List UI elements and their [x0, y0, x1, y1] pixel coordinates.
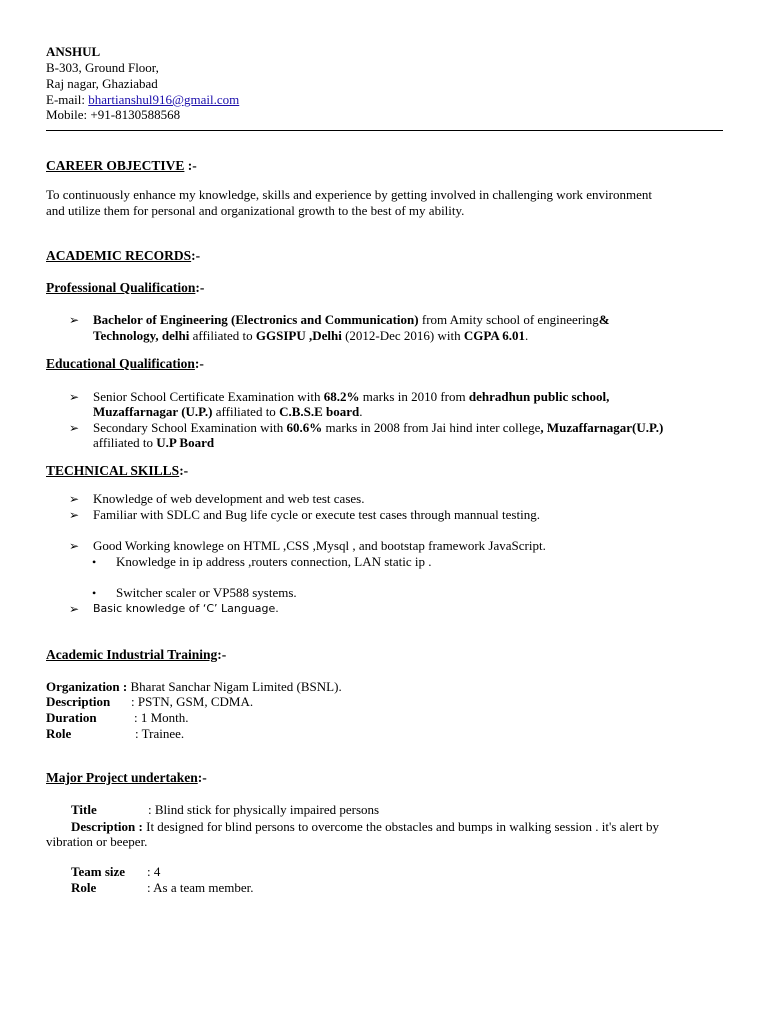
arrow-bullet-icon: ➢	[69, 539, 80, 553]
edu1-text-4: .	[359, 404, 363, 419]
professional-qualification-suffix: :-	[195, 280, 205, 295]
candidate-name: ANSHUL	[46, 44, 101, 59]
academic-records-suffix: :-	[191, 248, 201, 263]
project-description-line-2: vibration or beeper.	[46, 834, 148, 849]
skill-item: Good Working knowlege on HTML ,CSS ,Mysql , and bootstap framework JavaScript.	[93, 538, 546, 553]
degree-cgpa: CGPA 6.01	[463, 328, 526, 343]
edu1-text-1: Senior School Certificate Examination with	[93, 389, 324, 404]
edu2-board: U.P Board	[156, 435, 215, 450]
project-team-size-value: : 4	[147, 864, 161, 879]
project-title: Major Project undertaken	[46, 770, 198, 785]
professional-qualification-heading	[46, 280, 204, 296]
training-org-value: Bharat Sanchar Nigam Limited (BSNL).	[127, 679, 342, 694]
project-suffix: :-	[197, 770, 207, 785]
degree-university: GGSIPU ,Delhi	[255, 328, 342, 343]
technical-skills-heading	[46, 463, 188, 479]
career-objective-title: CAREER OBJECTIVE	[46, 158, 185, 173]
education-item-2-line-1	[93, 420, 663, 436]
training-organization-row	[46, 679, 342, 695]
skill-item: Basic knowledge of ‘C’ Language.	[93, 602, 279, 615]
email-label: E-mail:	[46, 92, 85, 107]
career-objective-line-1: To continuously enhance my knowledge, skills and experience by getting involved in challenging work environment	[46, 187, 652, 202]
arrow-bullet-icon: ➢	[69, 492, 80, 506]
training-description-value: : PSTN, GSM, CDMA.	[131, 694, 254, 709]
edu1-city: Muzaffarnagar (U.P.)	[93, 404, 213, 419]
edu1-board: C.B.S.E board	[279, 404, 360, 419]
edu2-city: , Muzaffarnagar(U.P.)	[540, 420, 664, 435]
skill-item: Knowledge of web development and web test cases.	[93, 491, 365, 506]
address-line-2: Raj nagar, Ghaziabad	[46, 76, 158, 91]
project-desc-value: It designed for blind persons to overcome the obstacles and bumps in walking session . it's alert by	[142, 819, 659, 834]
training-duration-value: : 1 Month.	[134, 710, 189, 725]
project-heading	[46, 770, 207, 786]
degree-period: (2012-Dec 2016) with	[341, 328, 464, 343]
career-objective-line-2: and utilize them for personal and organizational growth to the best of my ability.	[46, 203, 465, 218]
career-objective-suffix: :-	[184, 158, 197, 173]
address-line-1: B-303, Ground Floor,	[46, 60, 159, 75]
training-title: Academic Industrial Training	[46, 647, 218, 662]
degree-period-end: .	[525, 328, 529, 343]
career-objective-heading	[46, 158, 197, 174]
education-item-1-line-1	[93, 389, 609, 405]
project-role-label: Role	[71, 880, 97, 895]
email-link[interactable]: bhartianshul916@gmail.com	[88, 92, 240, 107]
project-title-value: : Blind stick for physically impaired persons	[148, 802, 380, 817]
arrow-bullet-icon: ➢	[69, 313, 80, 327]
degree-affiliated: affiliated to	[189, 328, 256, 343]
degree-name: Bachelor of Engineering (Electronics and Communication)	[93, 312, 419, 327]
degree-ampersand: &	[598, 312, 610, 327]
edu1-text-2: marks in 2010 from	[359, 389, 469, 404]
header-divider	[46, 130, 723, 131]
skill-subitem: Knowledge in ip address ,routers connection, LAN static ip .	[116, 554, 432, 569]
project-title-label: Title	[71, 802, 97, 817]
technical-skills-title: TECHNICAL SKILLS	[46, 463, 180, 478]
educational-qualification-title: Educational Qualification	[46, 356, 195, 371]
degree-college-cont: Technology, delhi	[93, 328, 190, 343]
professional-item-line-2	[93, 328, 528, 344]
email-row	[46, 92, 239, 108]
education-item-1-line-2	[93, 404, 363, 420]
professional-qualification-title: Professional Qualification	[46, 280, 196, 295]
education-item-2-line-2	[93, 435, 214, 451]
edu2-marks: 60.6%	[286, 420, 323, 435]
academic-records-heading	[46, 248, 200, 264]
project-desc-label: Description :	[71, 819, 143, 834]
mobile-line: Mobile: +91-8130588568	[46, 107, 181, 122]
professional-item-line-1	[93, 312, 610, 328]
educational-qualification-heading	[46, 356, 204, 372]
project-team-size-label: Team size	[71, 864, 126, 879]
project-role-value: : As a team member.	[147, 880, 254, 895]
academic-records-title: ACADEMIC RECORDS	[46, 248, 192, 263]
degree-college: from Amity school of engineering	[418, 312, 599, 327]
educational-qualification-suffix: :-	[194, 356, 204, 371]
training-description-label: Description	[46, 694, 111, 709]
edu2-text-3: affiliated to	[93, 435, 157, 450]
training-role-value: : Trainee.	[135, 726, 185, 741]
training-heading	[46, 647, 226, 663]
arrow-bullet-icon: ➢	[69, 390, 80, 404]
project-description-row	[71, 819, 659, 835]
training-duration-label: Duration	[46, 710, 97, 725]
arrow-bullet-icon: ➢	[69, 602, 80, 616]
edu1-text-3: affiliated to	[212, 404, 280, 419]
edu2-text-2: marks in 2008 from Jai hind inter college	[322, 420, 541, 435]
edu1-school: dehradhun public school,	[468, 389, 610, 404]
training-suffix: :-	[217, 647, 227, 662]
edu2-text-1: Secondary School Examination with	[93, 420, 287, 435]
dot-bullet-icon: •	[92, 555, 97, 569]
arrow-bullet-icon: ➢	[69, 421, 80, 435]
skill-subitem: Switcher scaler or VP588 systems.	[116, 585, 297, 600]
dot-bullet-icon: •	[92, 586, 97, 600]
skill-item: Familiar with SDLC and Bug life cycle or execute test cases through mannual testing.	[93, 507, 540, 522]
training-role-label: Role	[46, 726, 72, 741]
arrow-bullet-icon: ➢	[69, 508, 80, 522]
edu1-marks: 68.2%	[323, 389, 360, 404]
technical-skills-suffix: :-	[179, 463, 189, 478]
training-org-label: Organization :	[46, 679, 128, 694]
